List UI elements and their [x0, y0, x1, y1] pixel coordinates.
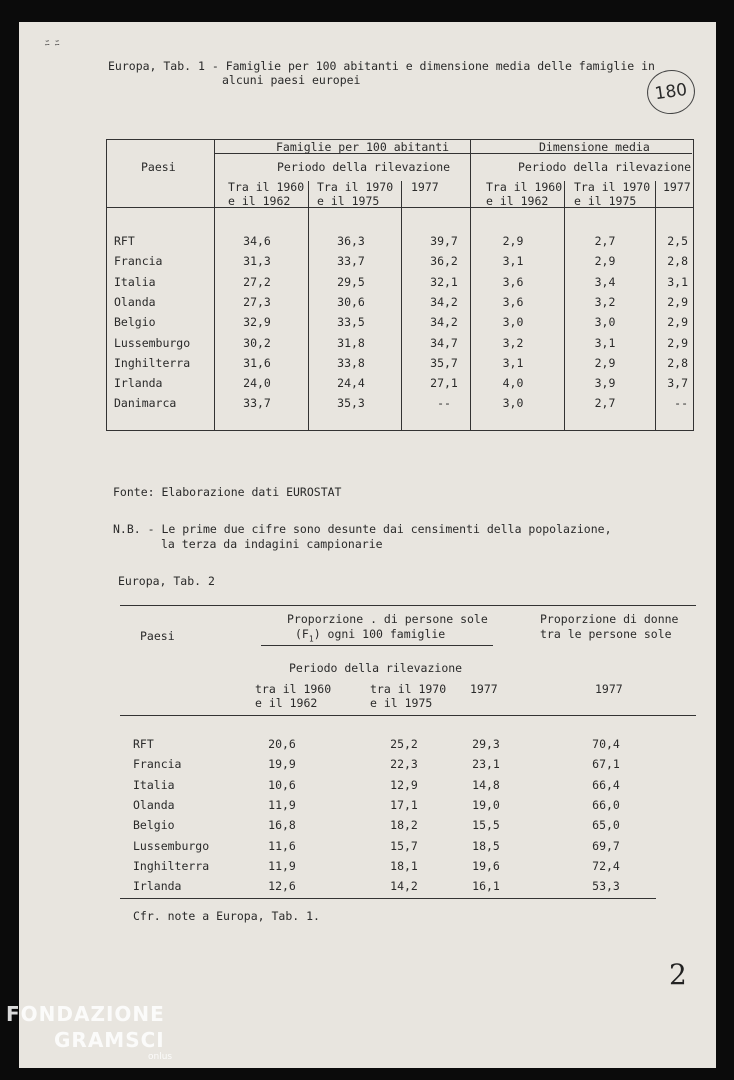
table-cell: 12,6: [268, 879, 296, 894]
tab2-col-paesi: Paesi: [140, 629, 175, 643]
table-cell: 34,6: [243, 234, 271, 248]
tab1-sub-1970-b: e il 1975: [317, 194, 380, 208]
table-cell: 2,9: [594, 254, 616, 269]
table-cell: 36,3: [337, 234, 365, 248]
table-cell: 10,6: [268, 777, 296, 792]
table-cell: 14,2: [390, 879, 418, 894]
table-cell: 70,4: [592, 737, 620, 751]
tab1-sub-1977: 1977: [663, 180, 691, 194]
table-cell: 3,6: [502, 274, 524, 289]
table-cell: 3,1: [594, 335, 616, 350]
table-cell: 3,0: [594, 315, 616, 330]
tab2-head2-line1: Proporzione di donne: [540, 612, 679, 626]
table-cell: 29,3: [472, 737, 500, 751]
logo-line3: onlus: [148, 1052, 173, 1062]
table-cell: 2,9: [667, 294, 688, 309]
table-cell: 17,1: [390, 797, 418, 812]
table-cell: 2,9: [667, 335, 688, 350]
table-cell: 27,2: [243, 274, 271, 289]
table-cell: 18,5: [472, 838, 500, 853]
table-cell: 33,8: [337, 355, 365, 370]
tab2-sub-1960-b: e il 1962: [255, 696, 318, 710]
table-cell: 12,9: [390, 777, 418, 792]
country-name: Irlanda: [114, 376, 163, 391]
table-cell: 2,7: [594, 396, 616, 411]
country-name: RFT: [133, 737, 154, 751]
table-cell: 33,5: [337, 315, 365, 330]
table-cell: 72,4: [592, 858, 620, 873]
table-cell: 24,4: [337, 376, 365, 391]
tab1-vline: [401, 181, 402, 430]
tab2-header-rule: [120, 715, 696, 716]
tab2-period: Periodo della rilevazione: [289, 661, 463, 675]
corner-mark: ﾆ ﾆ: [45, 39, 60, 49]
table-cell: 34,7: [430, 335, 458, 350]
tab1-sub-1960-b: e il 1962: [486, 194, 549, 208]
country-name: Francia: [114, 254, 163, 269]
table-cell: 24,0: [243, 376, 271, 391]
tab1-sub-1960-a: Tra il 1960: [486, 180, 563, 194]
table-cell: 11,9: [268, 858, 296, 873]
tab1-period-1: Periodo della rilevazione: [277, 160, 451, 174]
table-cell: 3,0: [502, 396, 524, 411]
table-cell: 23,1: [472, 757, 500, 772]
table-cell: 31,6: [243, 355, 271, 370]
page-number-stamp: [644, 67, 698, 117]
table-cell: 66,4: [592, 777, 620, 792]
tab2-head1-line1: Proporzione . di persone sole: [287, 612, 488, 626]
table-cell: 3,2: [502, 335, 524, 350]
table-cell: 20,6: [268, 737, 296, 751]
table-cell: 22,3: [390, 757, 418, 772]
tab1-sub-1960-a: Tra il 1960: [228, 180, 305, 194]
table-cell: 36,2: [430, 254, 458, 269]
table-cell: 29,5: [337, 274, 365, 289]
tab1-sub-1977: 1977: [411, 180, 439, 194]
table-cell: 18,1: [390, 858, 418, 873]
table-cell: 2,5: [667, 234, 688, 248]
table-cell: 11,9: [268, 797, 296, 812]
table-cell: 27,3: [243, 294, 271, 309]
country-name: Olanda: [114, 294, 156, 309]
table-cell: 2,9: [667, 315, 688, 330]
table-cell: 53,3: [592, 879, 620, 894]
tab1-group-famiglie: Famiglie per 100 abitanti: [276, 140, 450, 154]
table-cell: 33,7: [243, 396, 271, 411]
table-cell: 3,0: [502, 315, 524, 330]
tab1-vline: [308, 181, 309, 430]
logo-line1: FONDAZIONE: [6, 1002, 165, 1026]
handwritten-mark: 2: [669, 958, 687, 991]
tab1-period-2: Periodo della rilevazione: [518, 160, 692, 174]
table-cell: 3,2: [594, 294, 616, 309]
table-cell: 16,1: [472, 879, 500, 894]
nb-line1: N.B. - Le prime due cifre sono desunte dai censimenti della popolazione,: [113, 522, 612, 536]
table-cell: 2,8: [667, 254, 688, 269]
table-cell: 3,4: [594, 274, 616, 289]
table-cell: 11,6: [268, 838, 296, 853]
tab1-sub-1970-a: Tra il 1970: [574, 180, 651, 194]
table-cell: 14,8: [472, 777, 500, 792]
table-cell: 19,9: [268, 757, 296, 772]
table-cell: 30,2: [243, 335, 271, 350]
tab1-vline: [214, 139, 215, 430]
table-cell: 3,7: [667, 376, 688, 391]
country-name: Italia: [114, 274, 156, 289]
table-cell: 3,1: [667, 274, 688, 289]
table-cell: 4,0: [502, 376, 524, 391]
tab2-sub-1977-women: 1977: [595, 682, 623, 696]
table-cell: --: [674, 396, 688, 411]
table-cell: 2,8: [667, 355, 688, 370]
tab2-sub-1970-b: e il 1975: [370, 696, 433, 710]
tab1-vline: [564, 181, 565, 430]
country-name: Inghilterra: [114, 355, 191, 370]
country-name: Francia: [133, 757, 182, 772]
nb-line2: la terza da indagini campionarie: [161, 537, 383, 551]
table-cell: 19,0: [472, 797, 500, 812]
table-cell: 30,6: [337, 294, 365, 309]
tab1-title-line1: Europa, Tab. 1 - Famiglie per 100 abitanti e dimensione media delle famiglie in: [108, 59, 655, 73]
table-cell: 69,7: [592, 838, 620, 853]
fondazione-gramsci-logo: [6, 1002, 172, 1062]
table-cell: 25,2: [390, 737, 418, 751]
page-number-text: 180: [653, 79, 689, 105]
tab1-sub-1970-a: Tra il 1970: [317, 180, 394, 194]
document-page: [19, 22, 716, 1068]
tab2-top-rule: [120, 605, 696, 606]
table-cell: 15,7: [390, 838, 418, 853]
tab2-sub-1970-a: tra il 1970: [370, 682, 447, 696]
table-cell: 32,1: [430, 274, 458, 289]
table-cell: 2,9: [502, 234, 524, 248]
table-cell: 33,7: [337, 254, 365, 269]
tab2-sub-1977: 1977: [470, 682, 498, 696]
tab1-title-line2: alcuni paesi europei: [222, 73, 361, 87]
table-cell: 67,1: [592, 757, 620, 772]
source-note: Fonte: Elaborazione dati EUROSTAT: [113, 485, 342, 499]
country-name: Lussemburgo: [133, 838, 210, 853]
table-cell: 3,9: [594, 376, 616, 391]
tab2-head1-line2: $(F_1)$ ogni 100 famiglie: [295, 627, 446, 644]
table-cell: 34,2: [430, 315, 458, 330]
tab1-sub-1960-b: e il 1962: [228, 194, 291, 208]
table-cell: 16,8: [268, 818, 296, 833]
table-cell: 19,6: [472, 858, 500, 873]
table-cell: 65,0: [592, 818, 620, 833]
tab2-title: Europa, Tab. 2: [118, 574, 215, 588]
tab1-col-paesi: Paesi: [141, 160, 176, 174]
tab1-sub-1970-b: e il 1975: [574, 194, 637, 208]
country-name: Inghilterra: [133, 858, 210, 873]
table-cell: 18,2: [390, 818, 418, 833]
tab2-footnote: Cfr. note a Europa, Tab. 1.: [133, 909, 320, 923]
table-cell: 3,1: [502, 254, 524, 269]
tab2-group-rule: [261, 645, 493, 646]
country-name: Belgio: [133, 818, 175, 833]
country-name: Lussemburgo: [114, 335, 191, 350]
tab2-sub-1960-a: tra il 1960: [255, 682, 332, 696]
table-cell: 31,3: [243, 254, 271, 269]
country-name: Italia: [133, 777, 175, 792]
table-cell: 31,8: [337, 335, 365, 350]
tab1-group-dimensione: Dimensione media: [539, 140, 650, 154]
table-cell: 3,1: [502, 355, 524, 370]
tab2-bottom-rule: [120, 898, 656, 899]
table-cell: --: [437, 396, 451, 411]
table-cell: 15,5: [472, 818, 500, 833]
table-cell: 35,3: [337, 396, 365, 411]
table-cell: 39,7: [430, 234, 458, 248]
tab2-head2-line2: tra le persone sole: [540, 627, 672, 641]
table-cell: 2,7: [594, 234, 616, 248]
table-cell: 3,6: [502, 294, 524, 309]
table-cell: 27,1: [430, 376, 458, 391]
table-cell: 2,9: [594, 355, 616, 370]
country-name: Irlanda: [133, 879, 182, 894]
country-name: Danimarca: [114, 396, 177, 411]
table-cell: 32,9: [243, 315, 271, 330]
country-name: Belgio: [114, 315, 156, 330]
table-cell: 34,2: [430, 294, 458, 309]
country-name: RFT: [114, 234, 135, 248]
table-cell: 66,0: [592, 797, 620, 812]
country-name: Olanda: [133, 797, 175, 812]
table-cell: 35,7: [430, 355, 458, 370]
logo-line2: GRAMSCI: [54, 1028, 165, 1052]
